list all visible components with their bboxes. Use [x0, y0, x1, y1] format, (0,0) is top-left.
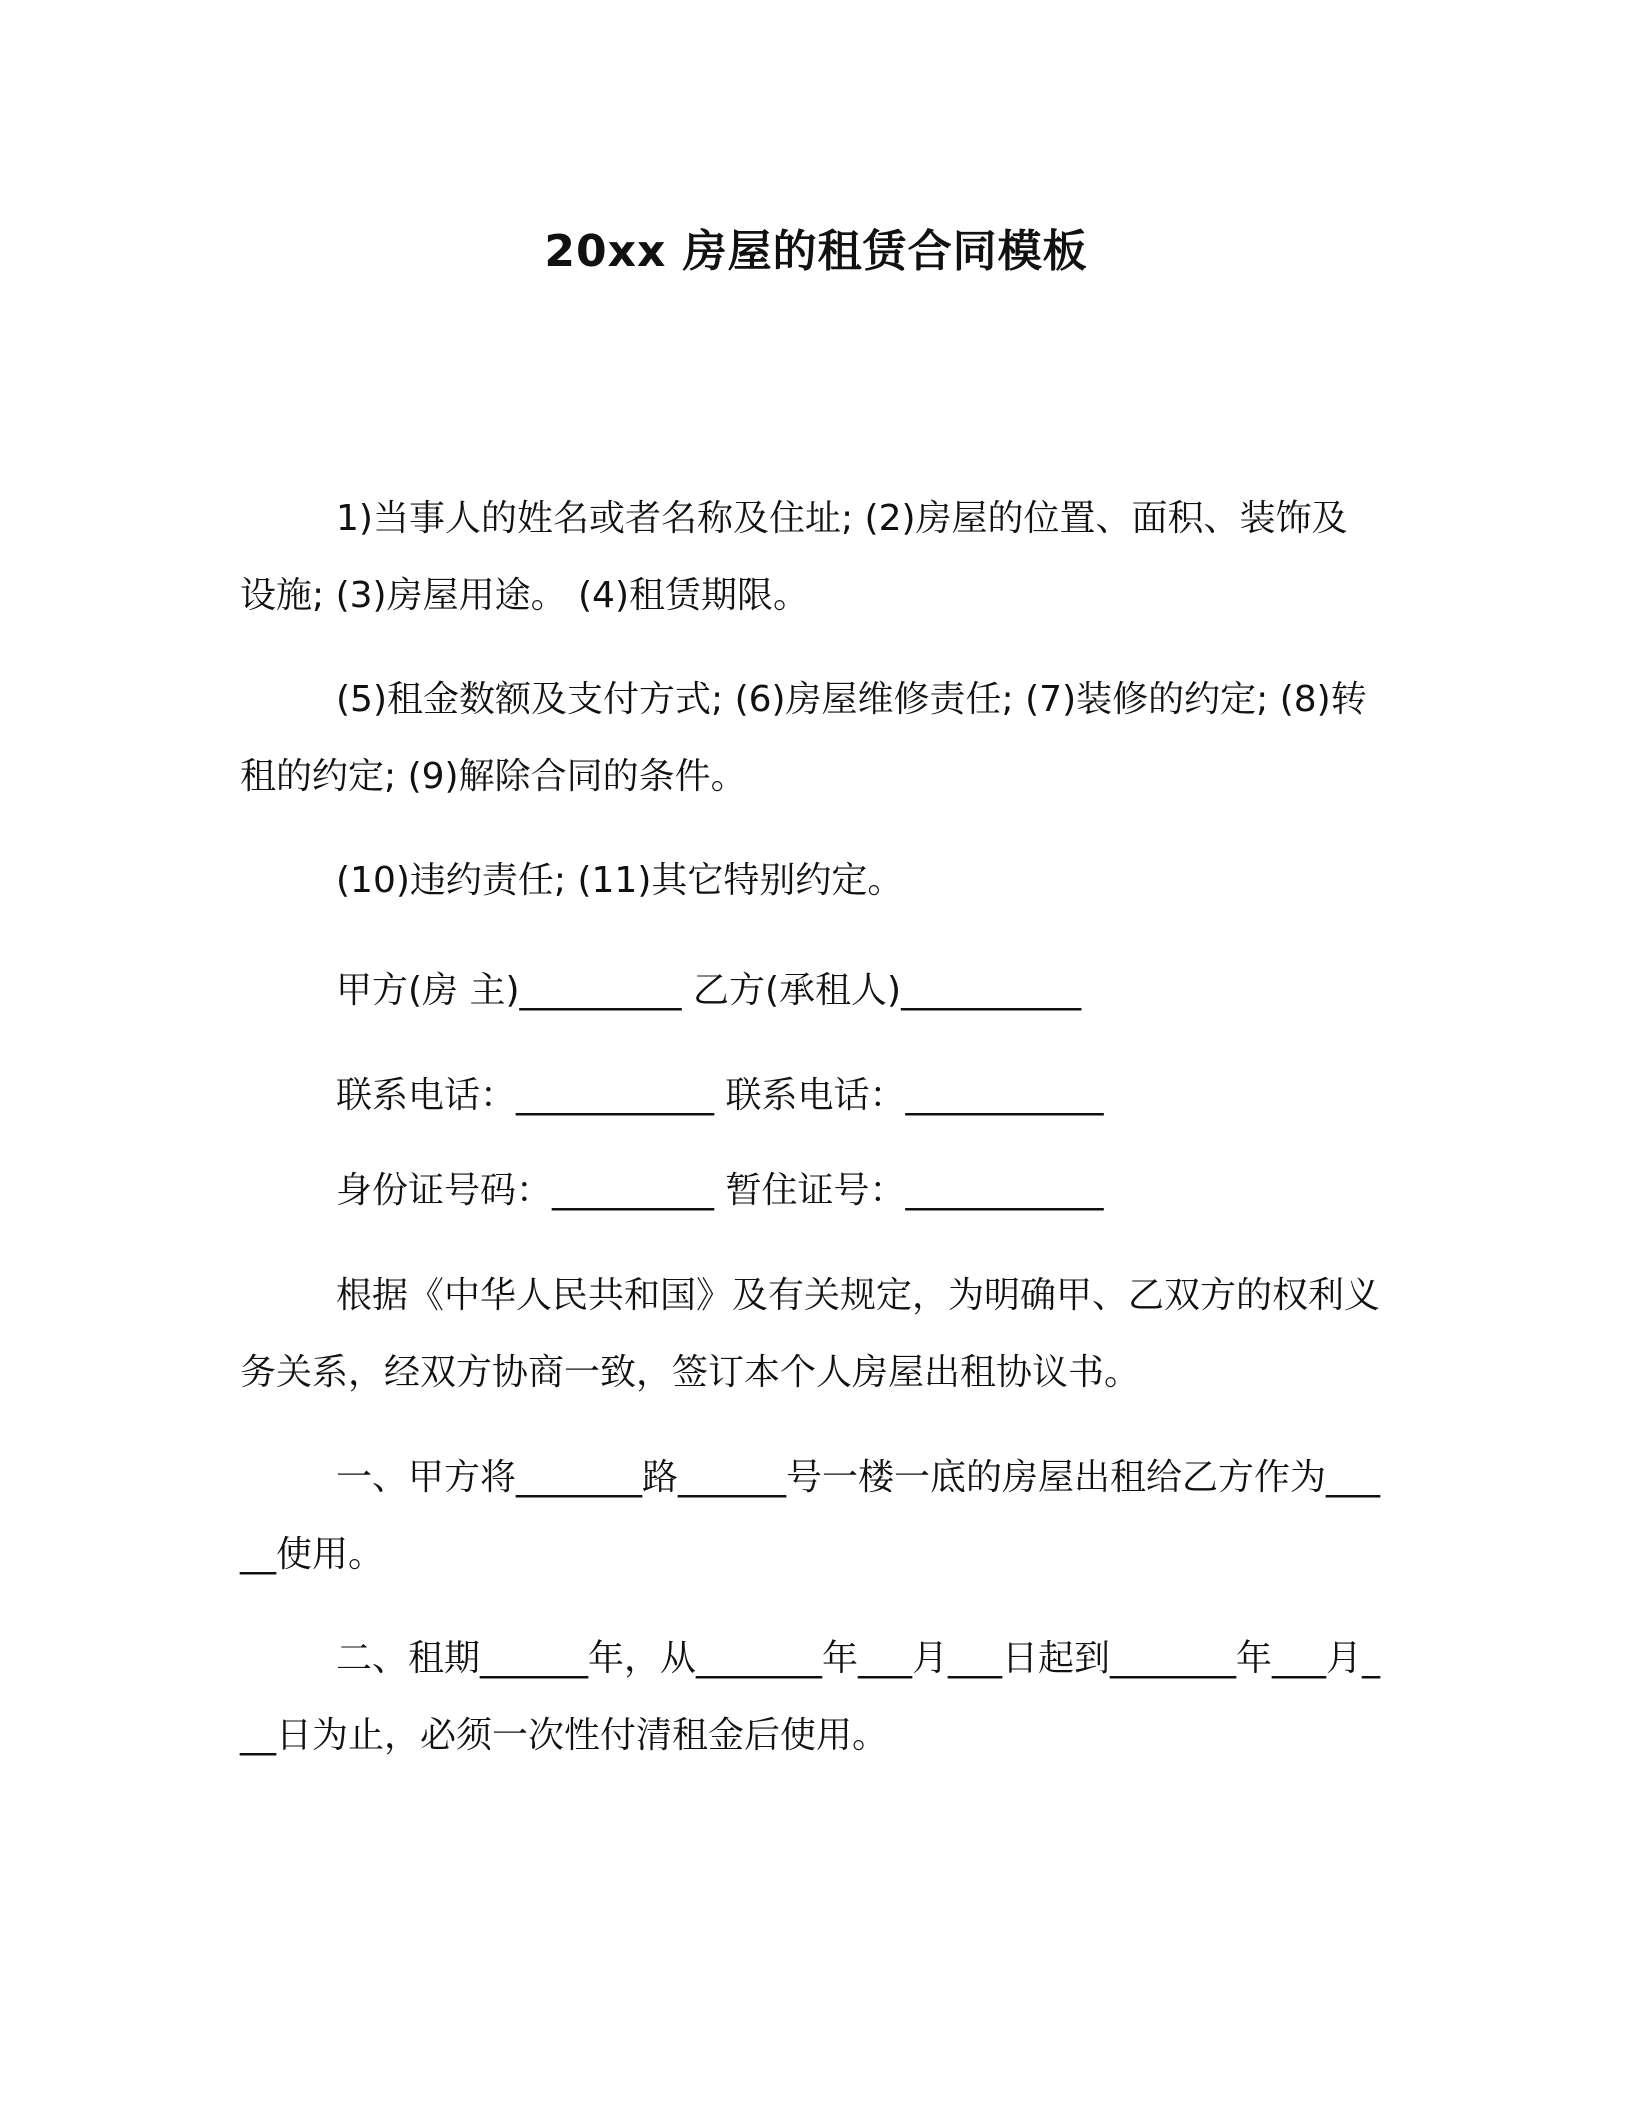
paragraph-clause-1: 一、甲方将_______路______号一楼一底的房屋出租给乙方作为_____使用。	[240, 1457, 1381, 1575]
phone-number-line: 联系电话：___________ 联系电话：___________	[336, 1075, 1104, 1116]
paragraph-contract-items-2: (5)租金数额及支付方式; (6)房屋维修责任; (7)装修的约定; (8)转租的约定; (9)解除合同的条件。	[240, 679, 1367, 797]
paragraph-contract-items-3: (10)违约责任; (11)其它特别约定。	[336, 860, 904, 901]
party-signature-line: 甲方(房 主)_________ 乙方(承租人)__________	[336, 970, 1082, 1011]
paragraph-agreement-basis: 根据《中华人民共和国》及有关规定，为明确甲、乙双方的权利义务关系，经双方协商一致，签订本个人房屋出租协议书。	[240, 1275, 1381, 1393]
id-number-line: 身份证号码：_________ 暂住证号：___________	[336, 1170, 1104, 1211]
paragraph-contract-items-1: 1)当事人的姓名或者名称及住址; (2)房屋的位置、面积、装饰及设施; (3)房屋用途。 (4)租赁期限。	[240, 498, 1348, 616]
paragraph-clause-2: 二、租期______年，从_______年___月___日起到_______年___月___日为止，必须一次性付清租金后使用。	[240, 1638, 1381, 1756]
document-title: 20xx 房屋的租赁合同模板	[544, 226, 1088, 277]
